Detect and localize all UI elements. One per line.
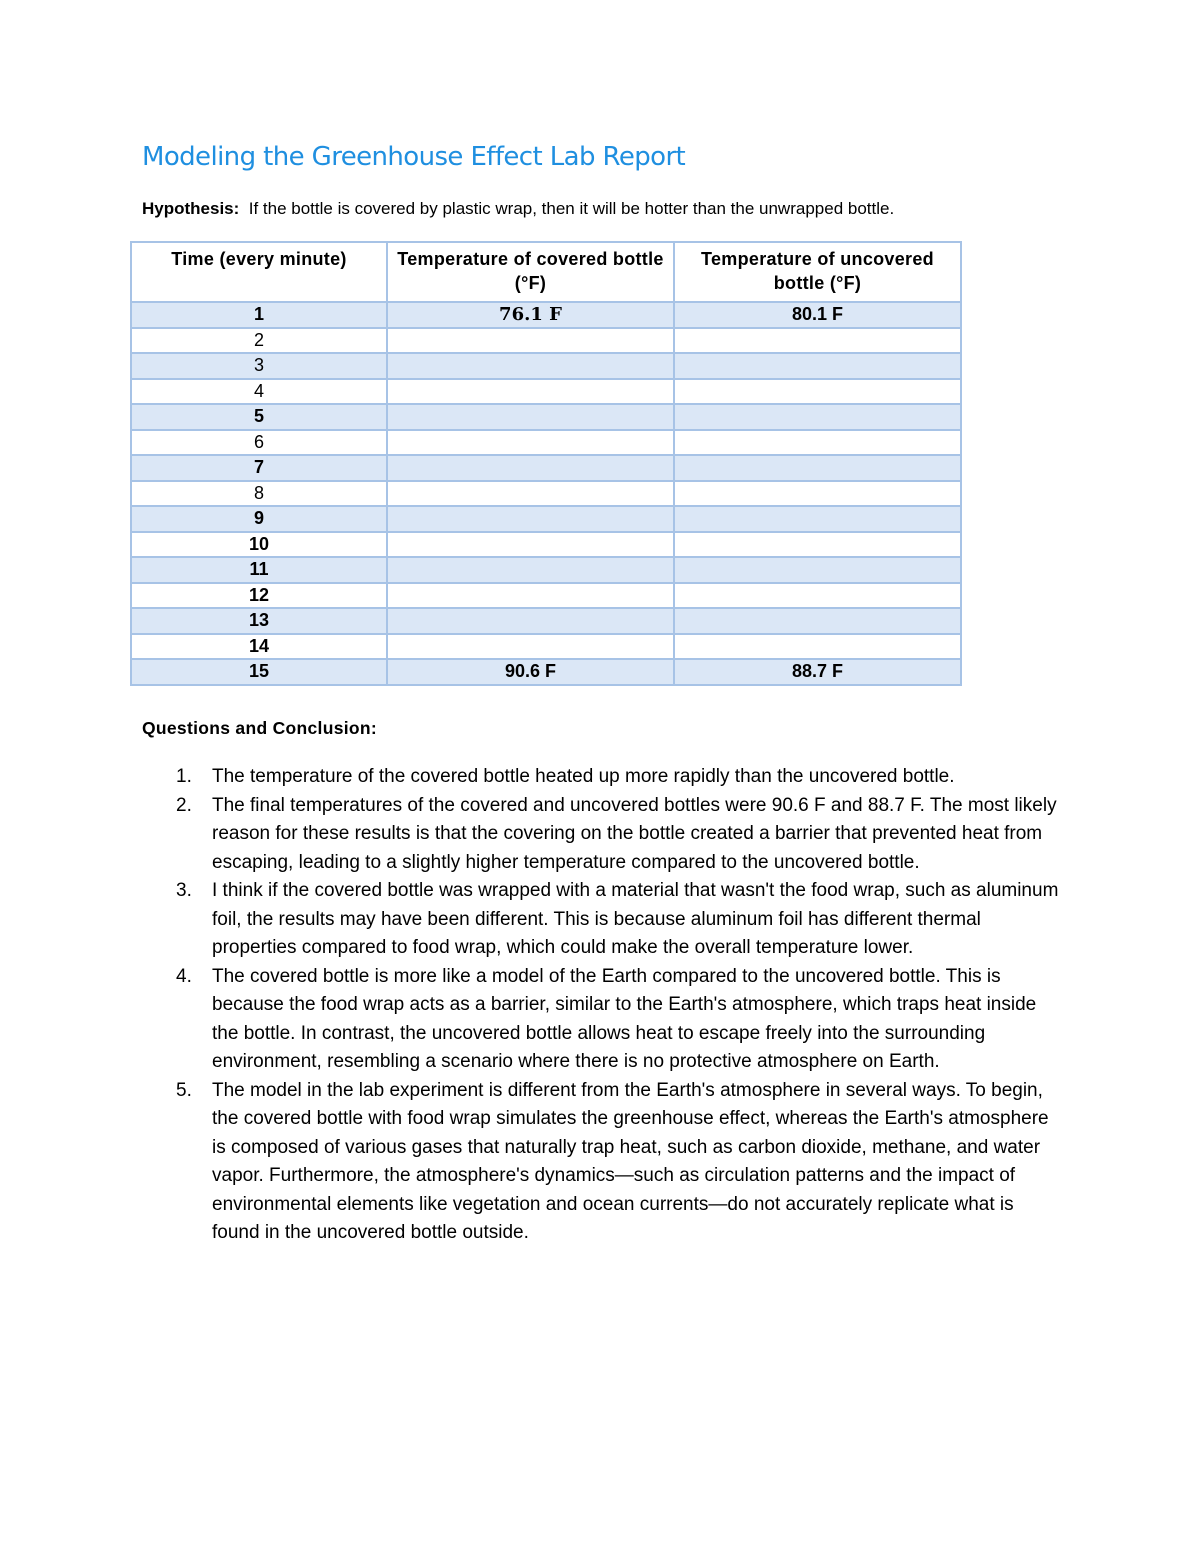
covered-temp-cell [387, 583, 674, 609]
time-cell: 13 [131, 608, 387, 634]
list-item [168, 763, 1063, 792]
covered-temp-cell [387, 455, 674, 481]
covered-temp-cell [387, 634, 674, 660]
time-cell: 12 [131, 583, 387, 609]
item-number: 3. [176, 880, 192, 901]
uncovered-temp-cell [674, 353, 961, 379]
covered-temp-cell [387, 430, 674, 456]
header-time: Time (every minute) [131, 242, 387, 302]
covered-temp-cell [387, 506, 674, 532]
hypothesis-text: If the bottle is covered by plastic wrap, then it will be hotter than the unwrapped bottle. [248, 199, 895, 218]
uncovered-temp-cell [674, 506, 961, 532]
uncovered-temp-cell [674, 379, 961, 405]
table-row [131, 532, 961, 558]
time-cell: 4 [131, 379, 387, 405]
time-cell: 7 [131, 455, 387, 481]
table-row [131, 302, 961, 328]
covered-temp-cell [387, 608, 674, 634]
time-cell: 14 [131, 634, 387, 660]
item-text: The covered bottle is more like a model of the Earth compared to the uncovered bottle. This is because the food wrap acts as a barrier, similar to the Earth's atmosphere, which traps heat inside the bottle. In contrast, the uncovered bottle allows heat to escape freely into the surrounding environment, resembling a scenario where there is no protective atmosphere on Earth. [212, 965, 1037, 1072]
table-row [131, 634, 961, 660]
time-cell: 2 [131, 328, 387, 354]
time-cell: 6 [131, 430, 387, 456]
uncovered-temp-cell [674, 583, 961, 609]
uncovered-temp-cell [674, 328, 961, 354]
header-uncovered-temp: Temperature of uncovered bottle (°F) [674, 242, 961, 302]
time-cell: 1 [131, 302, 387, 328]
temperature-table [130, 241, 962, 686]
time-cell: 15 [131, 659, 387, 685]
table-row [131, 404, 961, 430]
uncovered-temp-cell [674, 481, 961, 507]
table-row [131, 608, 961, 634]
time-cell: 5 [131, 404, 387, 430]
item-text: The temperature of the covered bottle heated up more rapidly than the uncovered bottle. [212, 766, 955, 787]
item-text: The model in the lab experiment is different from the Earth's atmosphere in several ways. To begin, the covered bottle with food wrap simulates the greenhouse effect, whereas the Earth's atmosphere is composed of various gases that naturally trap heat, such as carbon dioxide, methane, and water vapor. Furthermore, the atmosphere's dynamics—such as circulation patterns and the impact of environmental elements like vegetation and ocean currents—do not accurately replicate what is found in the uncovered bottle outside. [212, 1079, 1049, 1243]
uncovered-temp-cell [674, 608, 961, 634]
table-row [131, 481, 961, 507]
hypothesis [142, 199, 894, 219]
table-row [131, 583, 961, 609]
covered-temp-cell [387, 353, 674, 379]
covered-temp-cell [387, 328, 674, 354]
page-title: Modeling the Greenhouse Effect Lab Report [142, 142, 686, 172]
item-number: 4. [176, 965, 192, 987]
questions-heading: Questions and Conclusion: [142, 718, 378, 738]
list-item [168, 877, 1063, 963]
table-row [131, 379, 961, 405]
uncovered-temp-cell [674, 634, 961, 660]
list-item [168, 1077, 1063, 1248]
covered-temp-cell [387, 404, 674, 430]
item-number: 1. [176, 766, 192, 787]
item-number: 2. [176, 794, 192, 816]
table-row [131, 557, 961, 583]
table-row [131, 328, 961, 354]
item-number: 5. [176, 1079, 192, 1101]
uncovered-temp-cell [674, 532, 961, 558]
time-cell: 10 [131, 532, 387, 558]
covered-temp-cell [387, 532, 674, 558]
table-row [131, 455, 961, 481]
covered-temp-cell [387, 379, 674, 405]
covered-temp-cell: 76.1 F [387, 302, 674, 328]
list-item [168, 963, 1063, 1077]
table-row [131, 506, 961, 532]
time-cell: 8 [131, 481, 387, 507]
hypothesis-label: Hypothesis: [142, 199, 240, 218]
header-covered-temp: Temperature of covered bottle (°F) [387, 242, 674, 302]
time-cell: 11 [131, 557, 387, 583]
covered-temp-cell: 90.6 F [387, 659, 674, 685]
item-text: The final temperatures of the covered and uncovered bottles were 90.6 F and 88.7 F. The most likely reason for these results is that the covering on the bottle created a barrier that prevented heat from escaping, leading to a slightly higher temperature compared to the uncovered bottle. [212, 794, 1057, 873]
time-cell: 3 [131, 353, 387, 379]
uncovered-temp-cell: 88.7 F [674, 659, 961, 685]
uncovered-temp-cell [674, 455, 961, 481]
table-row [131, 353, 961, 379]
item-text: I think if the covered bottle was wrapped with a material that wasn't the food wrap, such as aluminum foil, the results may have been different. This is because aluminum foil has different thermal properties compared to food wrap, which could make the overall temperature lower. [212, 880, 1059, 958]
uncovered-temp-cell [674, 430, 961, 456]
list-item [168, 792, 1063, 878]
covered-temp-cell [387, 557, 674, 583]
covered-temp-cell [387, 481, 674, 507]
uncovered-temp-cell: 80.1 F [674, 302, 961, 328]
table-row [131, 430, 961, 456]
uncovered-temp-cell [674, 404, 961, 430]
table-header-row [131, 242, 961, 302]
time-cell: 9 [131, 506, 387, 532]
questions-list [168, 763, 1063, 1248]
uncovered-temp-cell [674, 557, 961, 583]
table-row [131, 659, 961, 685]
